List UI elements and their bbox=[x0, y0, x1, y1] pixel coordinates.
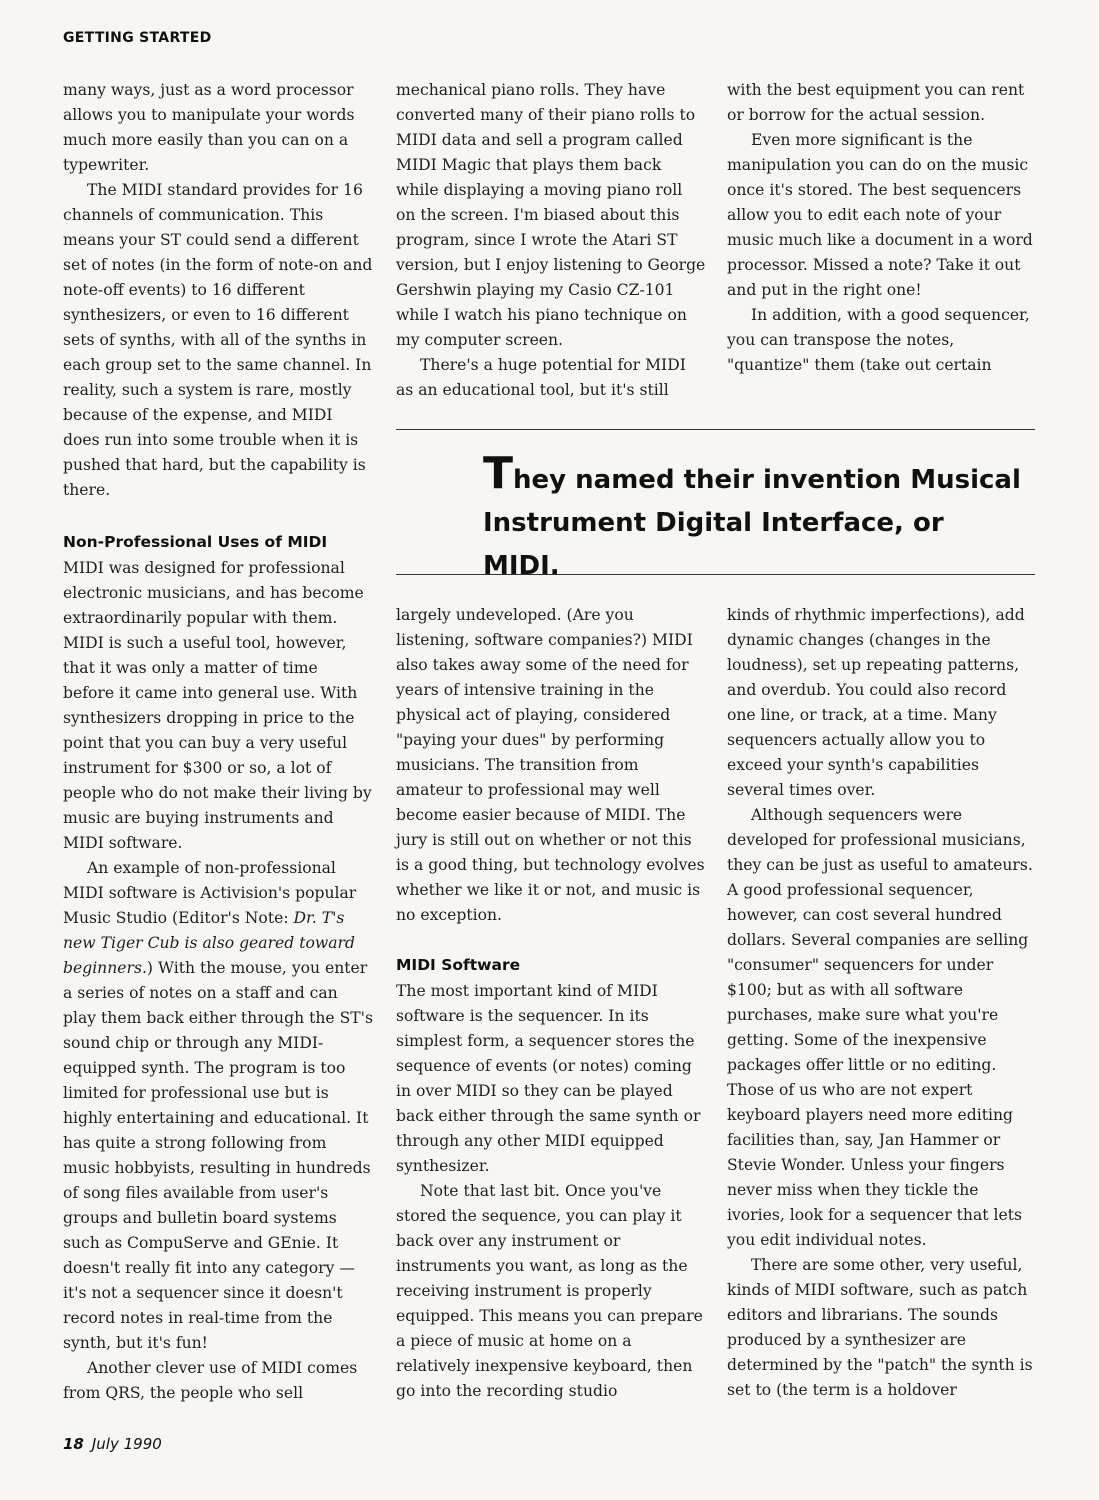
pullquote-rule-top bbox=[396, 429, 1035, 430]
paragraph: In addition, with a good sequencer, you can transpose the notes, "quantize" them (take out certain bbox=[727, 306, 1030, 374]
paragraph: largely undeveloped. (Are you listening, software companies?) MIDI also takes away some of the need for years of intensive training in the physical act of playing, considered "paying your dues" by performing musicians. The transition from amateur to professional may well become easier because of MIDI. The jury is still out on whether or not this is a good thing, but technology evolves whether we like it or not, and music is no exception. bbox=[396, 606, 705, 924]
paragraph bbox=[63, 856, 373, 1356]
paragraph: The most important kind of MIDI software is the sequencer. In its simplest form, a sequencer stores the sequence of events (or notes) coming in over MIDI so they can be played back either through the same synth or through any other MIDI equipped synthesizer. bbox=[396, 982, 701, 1175]
paragraph: There are some other, very useful, kinds of MIDI software, such as patch editors and librarians. The sounds produced by a synthesizer are determined by the "patch" the synth is set to (the term is a holdover bbox=[727, 1256, 1033, 1399]
text-run: ) With the mouse, you enter a series of notes on a staff and can play them back either through the ST's sound chip or through any MIDI-equipped synth. The program is too limited for professional use but is highly entertaining and educational. It has quite a strong following from music hobbyists, resulting in hundreds of song files available from user's groups and bulletin board systems such as CompuServe and GEnie. It doesn't really fit into any category — it's not a sequencer since it doesn't record notes in real-time from the synth, but it's fun! bbox=[63, 959, 373, 1352]
paragraph: The MIDI standard provides for 16 channels of communication. This means your ST could send a different set of notes (in the form of note-on and note-off events) to 16 different synthesizers, or even to 16 different sets of synths, with all of the synths in each group set to the same channel. In reality, such a system is rare, mostly because of the expense, and MIDI does run into some trouble when it is pushed that hard, but the capability is there. bbox=[63, 181, 373, 499]
column-2-bottom bbox=[396, 603, 706, 1404]
column-3-top bbox=[727, 78, 1037, 378]
paragraph: with the best equipment you can rent or borrow for the actual session. bbox=[727, 81, 1025, 124]
column-2-top bbox=[396, 78, 706, 403]
column-3-bottom bbox=[727, 603, 1037, 1403]
column-1 bbox=[63, 78, 373, 1406]
page-number: 18 bbox=[63, 1435, 84, 1453]
paragraph: There's a huge potential for MIDI as an educational tool, but it's still bbox=[396, 356, 686, 399]
paragraph: kinds of rhythmic imperfections), add dynamic changes (changes in the loudness), set up repeating patterns, and overdub. You could also record one line, or track, at a time. Many sequencers actually allow you to exceed your synth's capabilities several times over. bbox=[727, 606, 1025, 799]
paragraph: MIDI was designed for professional electronic musicians, and has become extraordinarily popular with them. MIDI is such a useful tool, however, that it was only a matter of time before it came into general use. With synthesizers dropping in price to the point that you can buy a very useful instrument for $300 or so, a lot of people who do not make their living by music are buying instruments and MIDI software. bbox=[63, 559, 372, 852]
paragraph: mechanical piano rolls. They have converted many of their piano rolls to MIDI data and sell a program called MIDI Magic that plays them back while displaying a moving piano roll on the screen. I'm biased about this program, since I wrote the Atari ST version, but I enjoy listening to George Gershwin playing my Casio CZ-101 while I watch his piano technique on my computer screen. bbox=[396, 81, 706, 349]
pull-quote-text: hey named their invention Musical Instrument Digital Interface, or MIDI. bbox=[483, 465, 1021, 581]
paragraph: Another clever use of MIDI comes from QRS, the people who sell bbox=[63, 1359, 358, 1402]
subheading-midi-software: MIDI Software bbox=[396, 956, 521, 974]
page-footer bbox=[63, 1435, 162, 1453]
paragraph: Although sequencers were developed for professional musicians, they can be just as useful to amateurs. A good professional sequencer, however, can cost several hundred dollars. Several companies are selling "consumer" sequencers for under $100; but as with all software purchases, make sure what you're getting. Some of the inexpensive packages offer little or no editing. Those of us who are not expert keyboard players need more editing facilities than, say, Jan Hammer or Stevie Wonder. Unless your fingers never miss when they tickle the ivories, look for a sequencer that lets you edit individual notes. bbox=[727, 806, 1033, 1249]
issue-date: July 1990 bbox=[91, 1435, 162, 1453]
section-header: GETTING STARTED bbox=[63, 30, 212, 46]
drop-cap: T bbox=[483, 448, 514, 499]
text-run: An example of non-professional MIDI software is Activision's popular Music Studio (Editor's Note: bbox=[63, 859, 357, 927]
editors-note: Dr. T's new Tiger Cub is also geared toward beginners. bbox=[63, 909, 355, 977]
pullquote-rule-bottom bbox=[396, 574, 1035, 575]
pull-quote bbox=[483, 448, 1023, 588]
subheading-non-professional: Non-Professional Uses of MIDI bbox=[63, 533, 328, 551]
paragraph: Even more significant is the manipulation you can do on the music once it's stored. The best sequencers allow you to edit each note of your music much like a document in a word processor. Missed a note? Take it out and put in the right one! bbox=[727, 131, 1033, 299]
paragraph: Note that last bit. Once you've stored the sequence, you can play it back over any instrument or instruments you want, as long as the receiving instrument is properly equipped. This means you can prepare a piece of music at home on a relatively inexpensive keyboard, then go into the recording studio bbox=[396, 1182, 703, 1400]
paragraph: many ways, just as a word processor allows you to manipulate your words much more easily than you can on a typewriter. bbox=[63, 81, 355, 174]
